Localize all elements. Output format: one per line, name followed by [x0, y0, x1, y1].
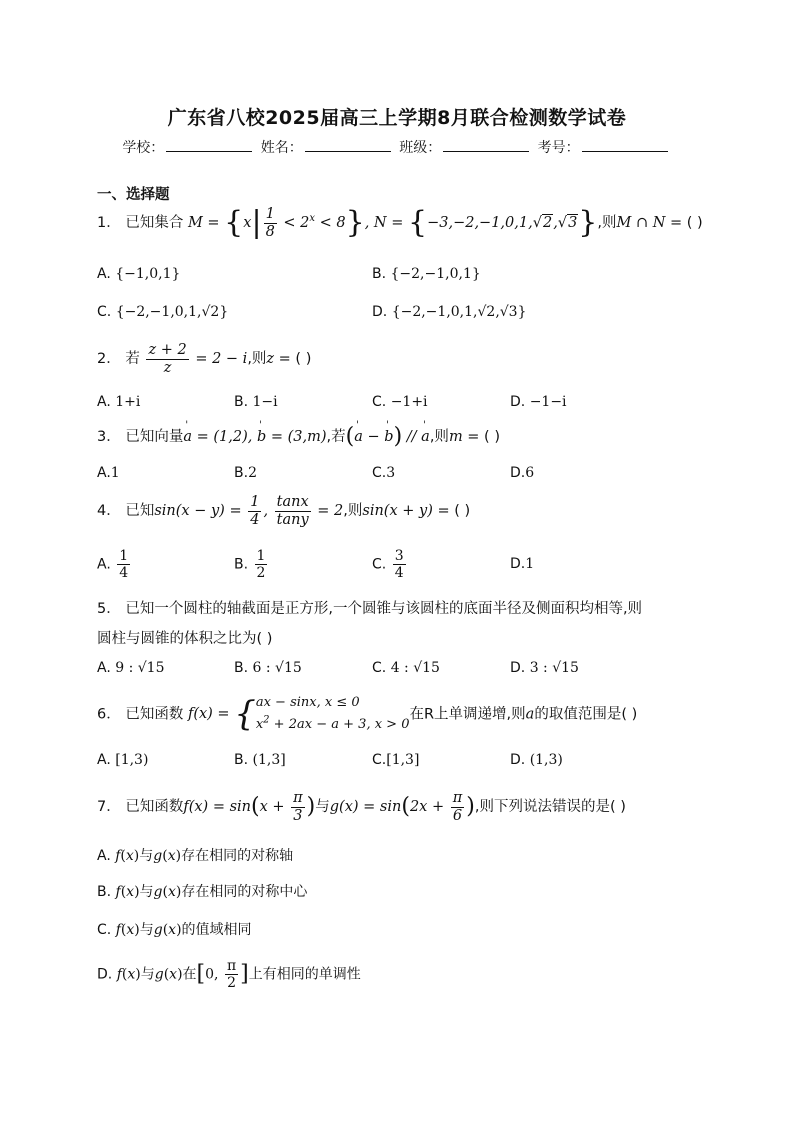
question-4 — [97, 494, 470, 528]
formula: f(x) = sin(x + $\frac{\pi}{3}$ ) — [183, 790, 316, 824]
option-b[interactable]: B. $\frac{1}{2}$ — [234, 548, 266, 582]
formula: M ∩ N — [616, 215, 666, 232]
question-6 — [97, 693, 637, 736]
question-text: ,则下列说法错误的是( ) — [474, 799, 626, 816]
formula: sin(x − y) = $\frac{1}{4}$ , $\frac{\tan x}{\tan y}$ = 2 — [154, 494, 344, 528]
option-a[interactable]: A. {−1,0,1} — [97, 266, 181, 282]
question-text: 已知集合 — [125, 215, 184, 232]
formula: m — [448, 429, 463, 445]
name-label: 姓名： — [260, 140, 303, 156]
question-number: 1． — [97, 215, 121, 232]
formula: (' a − ' b) // ' a — [346, 429, 430, 445]
formula: a — [525, 706, 535, 723]
question-3 — [97, 425, 500, 448]
formula: sin(x + y) — [362, 503, 433, 520]
option-a[interactable]: A. 1+i — [97, 394, 141, 410]
question-text: ,则 — [247, 351, 267, 368]
question-7 — [97, 790, 626, 824]
class-field[interactable] — [443, 137, 529, 152]
question-2 — [97, 342, 311, 376]
question-text: 已知向量 — [125, 429, 184, 445]
name-field[interactable] — [305, 137, 391, 152]
formula: $\frac{z + 2}{z}$ = 2 − i — [148, 342, 248, 376]
question-number: 2． — [97, 351, 121, 368]
option-b[interactable]: B. 6 : √15 — [234, 660, 302, 676]
question-text: 已知函数 — [125, 799, 184, 816]
question-number: 6． — [97, 706, 121, 723]
option-d[interactable]: D. (1,3) — [510, 752, 563, 768]
exam-title: 广东省八校2025届高三上学期8月联合检测数学试卷 — [167, 107, 627, 129]
question-text: = ( ) — [467, 429, 500, 445]
option-d[interactable]: D. f(x)与g(x)在[0, $\frac{\pi}{2}$ ]上有相同的单调性 — [97, 958, 361, 992]
school-label: 学校： — [122, 140, 165, 156]
question-text: 若 — [125, 351, 140, 368]
question-number: 5． — [97, 601, 121, 617]
question-text: 与 — [315, 799, 330, 816]
option-b[interactable]: B. {−2,−1,0,1} — [372, 266, 481, 282]
option-c[interactable]: C.3 — [372, 465, 396, 481]
question-5-line-2: 圆柱与圆锥的体积之比为( ) — [97, 631, 273, 647]
question-text: ,则 — [343, 503, 363, 520]
option-a[interactable]: A. $\frac{1}{4}$ — [97, 548, 129, 582]
question-5 — [97, 597, 642, 618]
question-number: 4． — [97, 503, 121, 520]
question-text: 在R上单调递增,则 — [409, 706, 526, 723]
option-a[interactable]: A. f(x)与g(x)存在相同的对称轴 — [97, 848, 294, 864]
option-d[interactable]: D. {−2,−1,0,1,√2,√3} — [372, 304, 527, 320]
option-b[interactable]: B.2 — [234, 465, 257, 481]
option-c[interactable]: C. {−2,−1,0,1,√2} — [97, 304, 229, 320]
option-c[interactable]: C. f(x)与g(x)的值域相同 — [97, 922, 252, 938]
question-text: ,则 — [597, 215, 617, 232]
school-field[interactable] — [166, 137, 252, 152]
formula: ' a = (1,2), ' b = (3,m) — [183, 429, 326, 445]
option-c[interactable]: C.[1,3] — [372, 752, 420, 768]
question-1 — [97, 206, 703, 240]
option-b[interactable]: B. 1−i — [234, 394, 278, 410]
option-a[interactable]: A. 9 : √15 — [97, 660, 165, 676]
formula: M = {x| $\frac{1}{8}$ < $2^x < 8$}, N = {−3,−2,−1,0,1,√2,√3} — [187, 205, 598, 241]
question-text: = ( ) — [437, 503, 471, 520]
question-text: ,则 — [429, 429, 449, 445]
formula: g(x) = sin(2x + $\frac{\pi}{6}$ ) — [329, 790, 475, 824]
option-d[interactable]: D. 3 : √15 — [510, 660, 579, 676]
question-number: 3． — [97, 429, 121, 445]
option-c[interactable]: C. 4 : √15 — [372, 660, 440, 676]
option-d[interactable]: D.1 — [510, 556, 535, 572]
option-d[interactable]: D. −1−i — [510, 394, 567, 410]
option-c[interactable]: C. $\frac{3}{4}$ — [372, 548, 404, 582]
question-number: 7． — [97, 799, 121, 816]
formula: f(x) = {ax − sinx, x ≤ 0 $x^2 + 2ax - a + 3$, x > 0 — [187, 694, 410, 735]
option-c[interactable]: C. −1+i — [372, 394, 428, 410]
option-d[interactable]: D.6 — [510, 465, 535, 481]
section-heading: 一、选择题 — [97, 187, 170, 203]
number-label: 考号： — [537, 140, 580, 156]
number-field[interactable] — [582, 137, 668, 152]
question-text: 的取值范围是( ) — [534, 706, 638, 723]
question-text: ,若 — [326, 429, 346, 445]
option-a[interactable]: A.1 — [97, 465, 120, 481]
question-text: = ( ) — [278, 351, 312, 368]
question-text: 已知 — [125, 503, 155, 520]
formula: z — [266, 351, 275, 368]
student-info-row — [0, 137, 794, 157]
option-b[interactable]: B. f(x)与g(x)存在相同的对称中心 — [97, 884, 308, 900]
class-label: 班级： — [399, 140, 442, 156]
question-text: 已知函数 — [125, 706, 184, 723]
question-text: 已知一个圆柱的轴截面是正方形,一个圆锥与该圆柱的底面半径及侧面积均相等,则 — [125, 601, 643, 617]
option-a[interactable]: A. [1,3) — [97, 752, 149, 768]
question-text: = ( ) — [670, 215, 703, 232]
option-b[interactable]: B. (1,3] — [234, 752, 286, 768]
